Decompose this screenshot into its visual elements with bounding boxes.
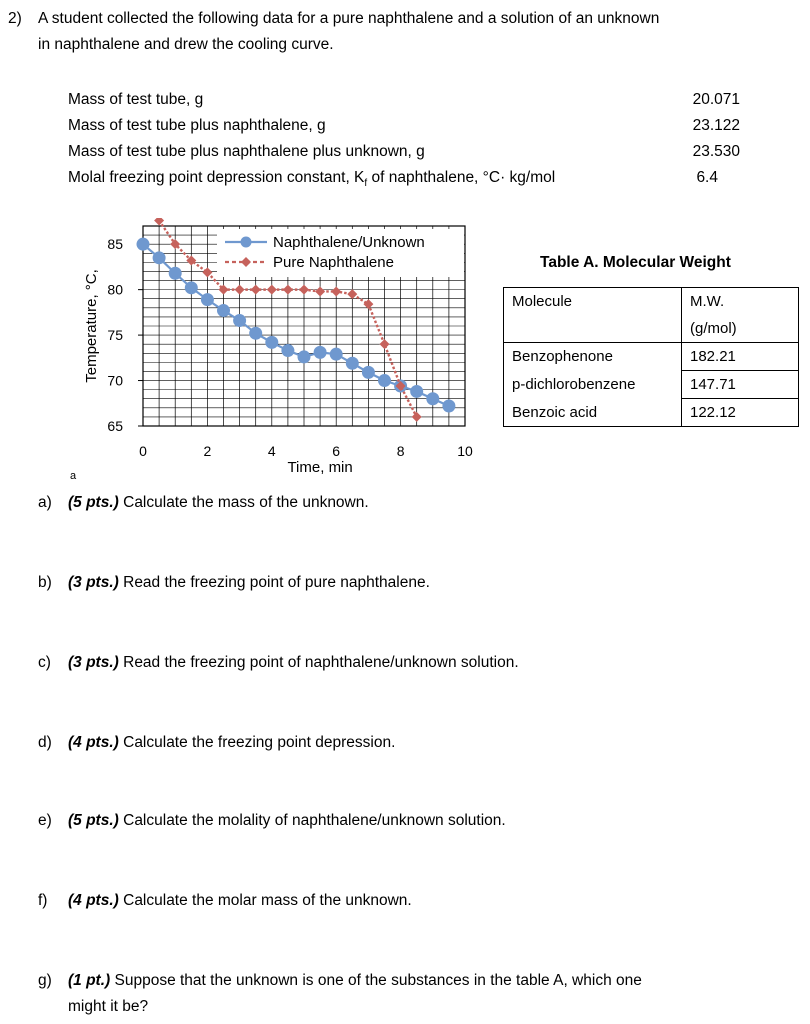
legend-marker xyxy=(241,237,252,248)
part-text: Read the freezing point of naphthalene/unknown solution. xyxy=(118,654,519,671)
header-mw xyxy=(682,288,799,343)
data-point xyxy=(330,348,343,361)
data-point xyxy=(346,357,359,370)
cooling-curve-chart xyxy=(60,218,540,478)
part-text: Read the freezing point of pure naphthalene. xyxy=(118,574,430,591)
part-text: Calculate the molar mass of the unknown. xyxy=(118,892,412,909)
part-points: (5 pts.) xyxy=(68,494,119,511)
table-row xyxy=(504,371,799,399)
x-tick-label: 0 xyxy=(139,443,147,459)
data-value: 20.071 xyxy=(692,91,740,108)
x-axis-label: Time, min xyxy=(287,459,353,476)
data-value: 6.4 xyxy=(696,169,718,186)
part-e xyxy=(38,808,506,834)
x-tick-label: 10 xyxy=(457,443,473,459)
molecule-cell: p-dichlorobenzene xyxy=(504,371,682,399)
part-g xyxy=(38,968,758,1020)
data-row-tube-naphthalene-unknown xyxy=(68,139,758,165)
data-point xyxy=(267,285,277,295)
part-letter: d) xyxy=(38,734,52,751)
mw-cell: 122.12 xyxy=(682,399,799,427)
data-point xyxy=(235,285,245,295)
part-letter: b) xyxy=(38,574,52,591)
part-letter: g) xyxy=(38,972,52,989)
data-point xyxy=(442,400,455,413)
part-letter: c) xyxy=(38,654,51,671)
part-b xyxy=(38,570,430,596)
y-tick-label: 80 xyxy=(107,281,123,298)
mw-cell: 182.21 xyxy=(682,343,799,371)
data-point xyxy=(185,281,198,294)
data-point xyxy=(380,339,390,349)
kf-label-post: of naphthalene, °C· kg/mol xyxy=(367,169,556,186)
legend-label: Naphthalene/Unknown xyxy=(273,234,425,251)
part-text: Calculate the freezing point depression. xyxy=(118,734,396,751)
data-point xyxy=(153,251,166,264)
y-tick-label: 65 xyxy=(107,418,123,434)
data-point xyxy=(426,392,439,405)
header-mw-unit: (g/mol) xyxy=(690,320,737,337)
question-line-1: A student collected the following data for a pure naphthalene and a solution of an unknown xyxy=(38,10,660,27)
y-tick-label: 75 xyxy=(107,327,123,344)
data-point xyxy=(412,412,422,422)
data-label: Mass of test tube plus naphthalene plus unknown, g xyxy=(68,143,425,160)
x-tick-label: 6 xyxy=(332,443,341,459)
data-point xyxy=(265,336,278,349)
data-point xyxy=(298,350,311,363)
kf-label-pre: Molal freezing point depression constant, K xyxy=(68,169,365,186)
y-axis-label: Temperature, °C, xyxy=(83,269,100,383)
mw-cell: 147.71 xyxy=(682,371,799,399)
kf-label-sub: f xyxy=(364,178,368,190)
data-point xyxy=(299,285,309,295)
molecule-cell: Benzoic acid xyxy=(504,399,682,427)
question-line-2: in naphthalene and drew the cooling curve. xyxy=(38,36,334,53)
part-points: (3 pts.) xyxy=(68,574,119,591)
table-row xyxy=(504,343,799,371)
data-point xyxy=(410,385,423,398)
data-point xyxy=(217,304,230,317)
data-label: Mass of test tube plus naphthalene, g xyxy=(68,117,326,134)
data-point xyxy=(137,238,150,251)
part-letter: f) xyxy=(38,892,48,909)
data-label: Mass of test tube, g xyxy=(68,91,204,108)
question-number: 2) xyxy=(8,10,22,27)
molecular-weight-table xyxy=(503,287,799,427)
header-mw-label: M.W. xyxy=(690,293,725,310)
data-point xyxy=(233,314,246,327)
part-letter: a) xyxy=(38,494,52,511)
part-letter: e) xyxy=(38,812,52,829)
data-point xyxy=(249,327,262,340)
data-row-kf xyxy=(68,165,758,191)
table-row xyxy=(504,399,799,427)
part-c xyxy=(38,650,519,676)
part-f xyxy=(38,888,412,914)
part-text: Suppose that the unknown is one of the substances in the table A, which one xyxy=(110,972,642,989)
part-text-continued: might it be? xyxy=(68,998,149,1015)
y-tick-label: 70 xyxy=(107,372,123,389)
part-points: (4 pts.) xyxy=(68,892,119,909)
data-point xyxy=(362,366,375,379)
part-text: Calculate the molality of naphthalene/unknown solution. xyxy=(118,812,506,829)
data-point xyxy=(378,374,391,387)
data-row-tube-naphthalene xyxy=(68,113,758,139)
data-point xyxy=(315,286,325,296)
part-text: Calculate the mass of the unknown. xyxy=(118,494,369,511)
molecule-cell: Benzophenone xyxy=(504,343,682,371)
data-row-tube xyxy=(68,87,758,113)
part-points: (4 pts.) xyxy=(68,734,119,751)
part-points: (5 pts.) xyxy=(68,812,119,829)
part-a xyxy=(38,490,369,516)
data-point xyxy=(281,344,294,357)
data-point xyxy=(314,346,327,359)
data-point xyxy=(331,286,341,296)
data-value: 23.530 xyxy=(692,143,740,160)
data-point xyxy=(283,285,293,295)
header-molecule: Molecule xyxy=(504,288,682,343)
data-point xyxy=(169,267,182,280)
data-point xyxy=(202,267,212,277)
part-points: (3 pts.) xyxy=(68,654,119,671)
x-tick-label: 2 xyxy=(203,443,212,459)
y-tick-label: 85 xyxy=(107,236,123,253)
part-points: (1 pt.) xyxy=(68,972,111,989)
data-point xyxy=(251,285,261,295)
data-point xyxy=(347,289,357,299)
part-d xyxy=(38,730,395,756)
legend-label: Pure Naphthalene xyxy=(273,254,394,271)
data-label xyxy=(68,165,555,197)
stray-mark: a xyxy=(70,470,77,482)
x-tick-label: 8 xyxy=(396,443,405,459)
table-header-row xyxy=(504,288,799,343)
data-value: 23.122 xyxy=(692,117,740,134)
x-tick-label: 4 xyxy=(267,443,276,459)
data-point xyxy=(201,293,214,306)
table-a-title: Table A. Molecular Weight xyxy=(540,254,731,271)
